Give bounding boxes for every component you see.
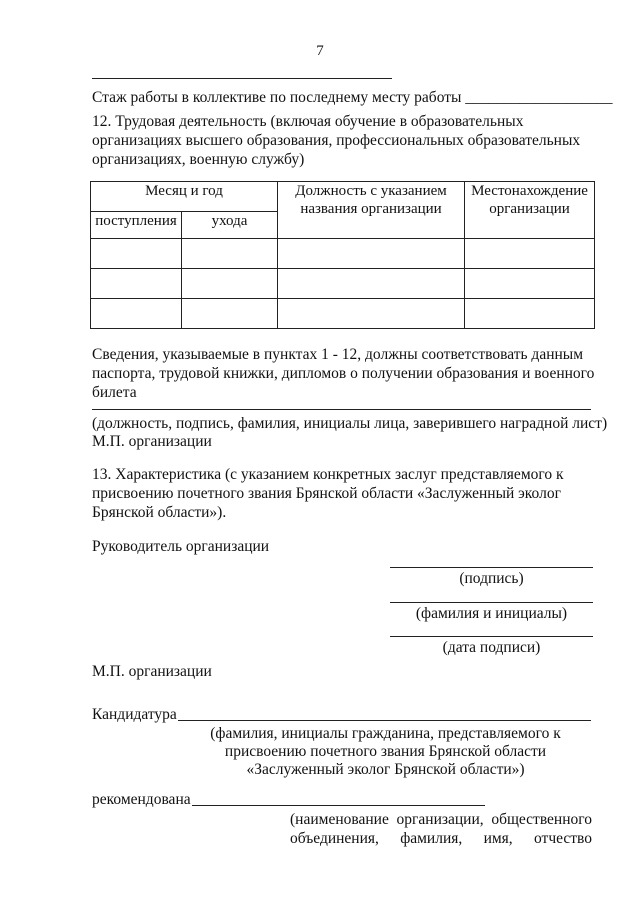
table-cell[interactable] <box>465 239 595 269</box>
candidacy-rule[interactable] <box>178 720 591 721</box>
table-cell[interactable] <box>91 239 182 269</box>
head-of-organization-label: Руководитель организации <box>92 538 270 555</box>
certifier-caption: (должность, подпись, фамилия, инициалы лица, заверившего наградной лист) <box>92 415 608 432</box>
info-line: паспорта, трудовой книжки, дипломов о получении образования и военного <box>92 365 595 382</box>
table-cell[interactable] <box>278 269 465 299</box>
signature-caption: (подпись) <box>459 570 524 587</box>
table-cell[interactable] <box>182 239 278 269</box>
recommended-rule[interactable] <box>192 805 485 806</box>
candidacy-caption-line: присвоению почетного звания Брянской области <box>224 743 547 760</box>
header-start: поступления <box>91 212 182 239</box>
header-location: Местонахождение организации <box>465 182 595 239</box>
recommended-caption-line: объединения, фамилия, имя, отчество <box>290 830 592 847</box>
name-rule[interactable] <box>390 602 593 603</box>
table-cell[interactable] <box>91 269 182 299</box>
candidacy-caption-line: (фамилия, инициалы гражданина, представляемого к <box>210 725 561 742</box>
info-line: Сведения, указываемые в пунктах 1 - 12, должны соответствовать данным <box>92 346 584 363</box>
certifier-signature-rule[interactable] <box>92 409 591 410</box>
table-cell[interactable] <box>182 299 278 329</box>
date-caption: (дата подписи) <box>442 639 541 656</box>
candidacy-label: Кандидатура <box>92 706 177 723</box>
recommended-label: рекомендована <box>92 791 191 808</box>
top-rule <box>92 78 392 79</box>
table-cell[interactable] <box>91 299 182 329</box>
table-cell[interactable] <box>465 269 595 299</box>
item-12-line: организациях высшего образования, профессиональных образовательных <box>92 132 581 149</box>
info-line: билета <box>92 384 137 401</box>
work-experience-line: Стаж работы в коллективе по последнему месту работы ___________________ <box>92 89 613 106</box>
header-position: Должность с указанием названия организации <box>278 182 465 239</box>
item-13-line: присвоению почетного звания Брянской области «Заслуженный эколог <box>92 485 561 502</box>
table-row <box>91 269 595 299</box>
stamp-label: М.П. организации <box>92 663 212 680</box>
item-12-line: организациях, военную службу) <box>92 151 305 168</box>
date-rule[interactable] <box>390 636 593 637</box>
item-12-line: 12. Трудовая деятельность (включая обучение в образовательных <box>92 113 524 130</box>
table-row <box>91 239 595 269</box>
employment-table <box>90 181 595 329</box>
table-cell[interactable] <box>465 299 595 329</box>
name-caption: (фамилия и инициалы) <box>415 605 568 622</box>
table-cell[interactable] <box>278 299 465 329</box>
page-number: 7 <box>316 43 324 59</box>
candidacy-caption-line: «Заслуженный эколог Брянской области») <box>246 761 525 778</box>
item-13-line: 13. Характеристика (с указанием конкретных заслуг представляемого к <box>92 466 564 483</box>
table-row <box>91 299 595 329</box>
table-cell[interactable] <box>278 239 465 269</box>
header-end: ухода <box>182 212 278 239</box>
item-13-line: Брянской области»). <box>92 504 227 521</box>
signature-rule[interactable] <box>390 567 593 568</box>
stamp-label: М.П. организации <box>92 433 212 450</box>
table-cell[interactable] <box>182 269 278 299</box>
recommended-caption-line: (наименование организации, общественного <box>290 811 592 828</box>
header-month-year: Месяц и год <box>91 182 278 212</box>
